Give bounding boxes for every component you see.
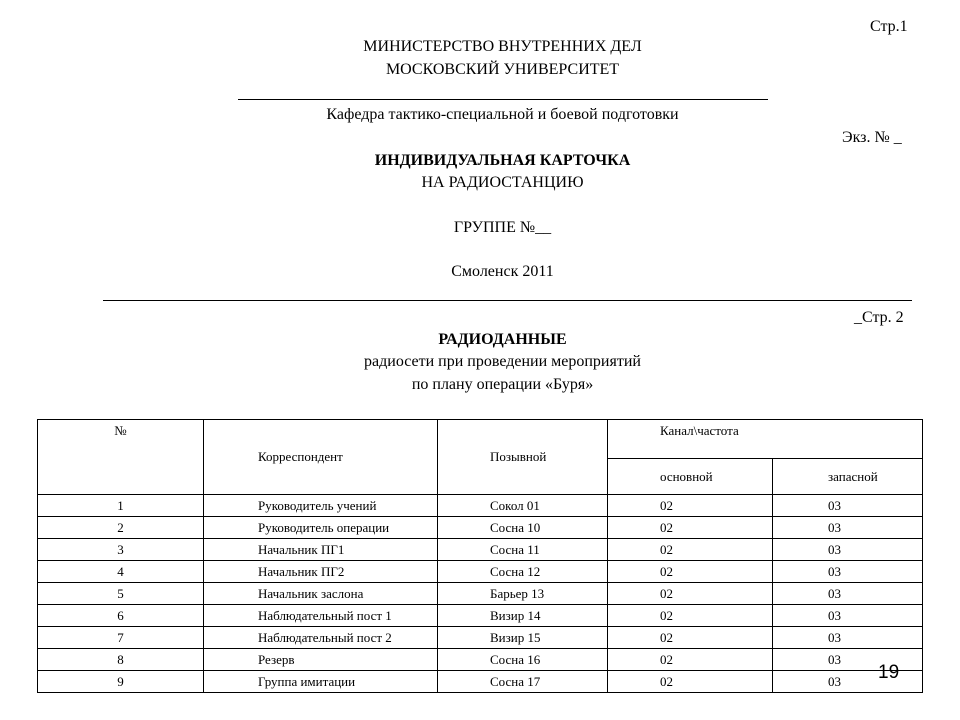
radiodata-title: РАДИОДАННЫЕ	[438, 331, 567, 348]
row-callsign: Барьер 13	[438, 583, 608, 605]
row-num: 6	[38, 605, 204, 627]
department-divider	[238, 99, 768, 100]
row-callsign: Сосна 16	[438, 649, 608, 671]
table-row	[38, 561, 923, 583]
row-reserve: 03	[773, 627, 923, 649]
page-2-label: _Стр. 2	[854, 309, 904, 326]
table-row	[38, 583, 923, 605]
row-callsign: Сосна 11	[438, 539, 608, 561]
copy-number: Экз. № _	[842, 129, 902, 146]
row-reserve: 03	[773, 649, 923, 671]
card-subtitle: НА РАДИОСТАНЦИЮ	[421, 174, 584, 191]
row-reserve: 03	[773, 561, 923, 583]
group-number: ГРУППЕ №__	[453, 219, 552, 236]
radiodata-subtitle-1: радиосети при проведении мероприятий	[364, 353, 641, 370]
row-callsign: Сокол 01	[438, 495, 608, 517]
city-year: Смоленск 2011	[451, 263, 554, 280]
page-divider	[103, 300, 912, 301]
department-heading: Кафедра тактико-специальной и боевой подготовки	[326, 106, 679, 123]
row-correspondent: Руководитель учений	[204, 495, 438, 517]
page-1-label: Стр.1	[870, 18, 908, 35]
row-correspondent: Наблюдательный пост 1	[204, 605, 438, 627]
row-reserve: 03	[773, 517, 923, 539]
slide-number: 19	[878, 662, 900, 683]
header-callsign: Позывной	[438, 420, 608, 495]
table-header-row	[38, 420, 923, 459]
ministry-heading: МИНИСТЕРСТВО ВНУТРЕННИХ ДЕЛ	[363, 38, 642, 55]
row-primary: 02	[608, 561, 773, 583]
table-row	[38, 517, 923, 539]
row-reserve: 03	[773, 583, 923, 605]
table-row	[38, 649, 923, 671]
row-num: 8	[38, 649, 204, 671]
table-row	[38, 627, 923, 649]
row-primary: 02	[608, 649, 773, 671]
row-reserve: 03	[773, 671, 923, 693]
table-row	[38, 495, 923, 517]
radiodata-subtitle-2: по плану операции «Буря»	[411, 376, 594, 393]
row-correspondent: Руководитель операции	[204, 517, 438, 539]
row-primary: 02	[608, 583, 773, 605]
row-correspondent: Наблюдательный пост 2	[204, 627, 438, 649]
row-callsign: Сосна 10	[438, 517, 608, 539]
table-row	[38, 671, 923, 693]
table-row	[38, 539, 923, 561]
row-correspondent: Резерв	[204, 649, 438, 671]
row-primary: 02	[608, 517, 773, 539]
row-primary: 02	[608, 605, 773, 627]
row-num: 1	[38, 495, 204, 517]
row-callsign: Сосна 17	[438, 671, 608, 693]
row-primary: 02	[608, 495, 773, 517]
header-reserve: запасной	[773, 459, 923, 495]
row-reserve: 03	[773, 495, 923, 517]
header-channel: Канал\частота	[608, 420, 923, 459]
university-heading: МОСКОВСКИЙ УНИВЕРСИТЕТ	[385, 61, 620, 78]
header-correspondent: Корреспондент	[204, 420, 438, 495]
row-reserve: 03	[773, 605, 923, 627]
row-primary: 02	[608, 627, 773, 649]
row-correspondent: Группа имитации	[204, 671, 438, 693]
header-primary: основной	[608, 459, 773, 495]
row-num: 9	[38, 671, 204, 693]
radio-data-table	[37, 419, 923, 693]
row-callsign: Визир 15	[438, 627, 608, 649]
row-reserve: 03	[773, 539, 923, 561]
row-correspondent: Начальник заслона	[204, 583, 438, 605]
row-num: 4	[38, 561, 204, 583]
row-num: 2	[38, 517, 204, 539]
row-num: 5	[38, 583, 204, 605]
row-num: 7	[38, 627, 204, 649]
row-correspondent: Начальник ПГ1	[204, 539, 438, 561]
row-primary: 02	[608, 671, 773, 693]
table-row	[38, 605, 923, 627]
header-num: №	[38, 420, 204, 495]
row-callsign: Визир 14	[438, 605, 608, 627]
card-title: ИНДИВИДУАЛЬНАЯ КАРТОЧКА	[374, 152, 631, 169]
row-num: 3	[38, 539, 204, 561]
row-primary: 02	[608, 539, 773, 561]
row-callsign: Сосна 12	[438, 561, 608, 583]
row-correspondent: Начальник ПГ2	[204, 561, 438, 583]
